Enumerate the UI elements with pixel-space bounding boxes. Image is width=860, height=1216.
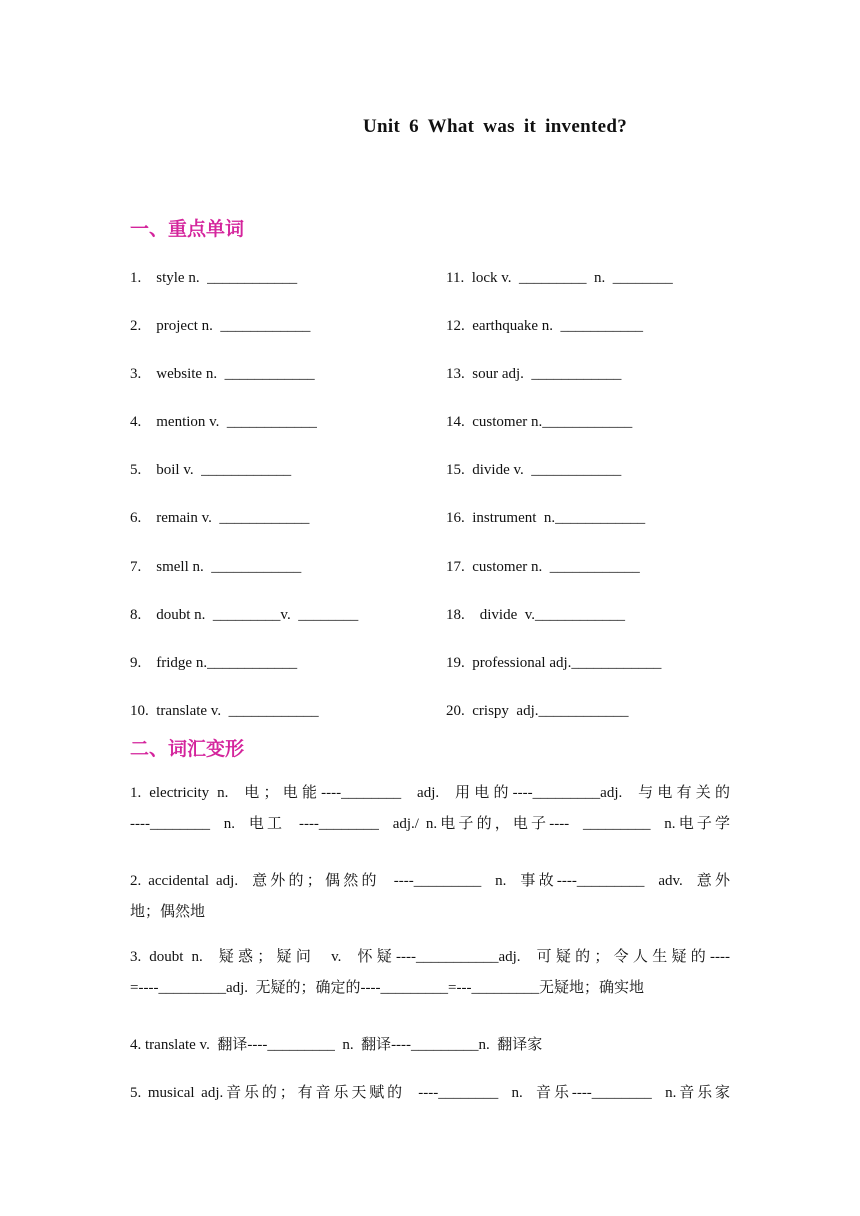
page-title: Unit 6 What was it invented? — [363, 116, 627, 137]
section-heading-word-forms: 二、词汇变形 — [130, 738, 245, 760]
word-form-line: ----________ n. 电工 ----________ adj./ n.电子的，电子---- _________ n.电子学 — [130, 816, 730, 832]
vocab-item: 14. customer n.____________ — [446, 414, 633, 430]
word-form-item — [130, 778, 730, 840]
word-form-line: 地；偶然地 — [130, 904, 206, 920]
word-form-line: =----_________adj. 无疑的；确定的----_________=---_________无疑地；确实地 — [130, 980, 644, 996]
word-form-line: 1. electricity n. 电；电能----________ adj. 用电的----_________adj. 与电有关的 — [130, 785, 730, 801]
vocab-item: 5. boil v. ____________ — [130, 462, 292, 478]
vocab-item: 15. divide v. ____________ — [446, 462, 622, 478]
vocab-item: 18. divide v.____________ — [446, 607, 626, 623]
vocab-item: 17. customer n. ____________ — [446, 559, 640, 575]
vocab-item: 12. earthquake n. ___________ — [446, 318, 644, 334]
vocab-item: 8. doubt n. _________v. ________ — [130, 607, 359, 623]
vocab-item: 19. professional adj.____________ — [446, 655, 662, 671]
word-form-line: 3. doubt n. 疑惑；疑问 v. 怀疑----___________adj. 可疑的；令人生疑的---- — [130, 949, 730, 965]
vocab-item: 4. mention v. ____________ — [130, 414, 317, 430]
word-form-item — [130, 1078, 730, 1109]
word-form-line: 4. translate v. 翻译----_________ n. 翻译----_________n. 翻译家 — [130, 1037, 543, 1053]
vocab-item: 3. website n. ____________ — [130, 366, 315, 382]
vocab-item: 10. translate v. ____________ — [130, 703, 319, 719]
word-form-item — [130, 942, 730, 1004]
vocab-item: 20. crispy adj.____________ — [446, 703, 629, 719]
section-heading-key-words: 一、重点单词 — [130, 218, 245, 240]
vocab-item: 1. style n. ____________ — [130, 270, 298, 286]
vocab-item: 2. project n. ____________ — [130, 318, 311, 334]
vocab-item: 16. instrument n.____________ — [446, 510, 646, 526]
word-form-line: 5. musical adj.音乐的；有音乐天赋的 ----________ n. 音乐----________ n.音乐家 — [130, 1085, 730, 1101]
word-form-item — [130, 866, 730, 928]
word-form-item — [130, 1030, 730, 1061]
vocab-item: 9. fridge n.____________ — [130, 655, 298, 671]
vocab-item: 7. smell n. ____________ — [130, 559, 302, 575]
vocab-item: 13. sour adj. ____________ — [446, 366, 622, 382]
vocab-item: 11. lock v. _________ n. ________ — [446, 270, 673, 286]
word-form-line: 2. accidental adj. 意外的；偶然的 ----_________ n. 事故----_________ adv. 意外 — [130, 873, 730, 889]
vocab-item: 6. remain v. ____________ — [130, 510, 310, 526]
